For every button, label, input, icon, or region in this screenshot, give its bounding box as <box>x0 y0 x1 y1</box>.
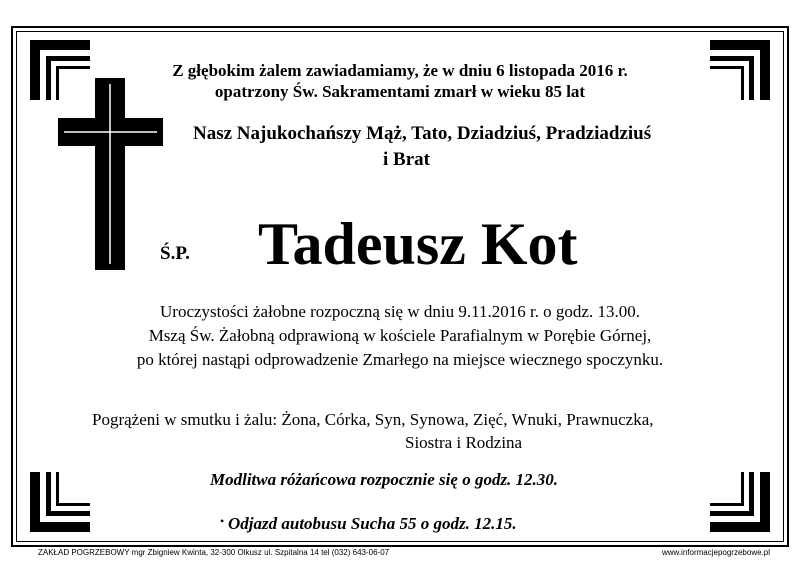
deceased-prefix: Ś.P. <box>160 243 190 264</box>
deceased-name: Tadeusz Kot <box>258 211 578 277</box>
ceremony-line-3: po której nastąpi odprowadzenie Zmarłego na miejsce wiecznego spoczynku. <box>136 350 664 369</box>
announcement-line-2: opatrzony Św. Sakramentami zmarł w wieku 85 lat <box>214 82 586 101</box>
mourners-line-1: Pogrążeni w smutku i żalu: Żona, Córka, Syn, Synowa, Zięć, Wnuki, Prawnuczka, <box>92 410 654 429</box>
announcement <box>0 60 800 102</box>
corner-ornament-bottom-left <box>30 472 90 532</box>
cross-icon <box>58 78 163 270</box>
ceremony-line-2: Mszą Św. Żałobną odprawioną w kościele Parafialnym w Porębie Górnej, <box>148 326 652 345</box>
mourners-line-2: Siostra i Rodzina <box>405 433 523 452</box>
rosary-note: Modlitwa różańcowa rozpocznie się o godz. 12.30. <box>210 470 559 489</box>
ceremony-info <box>0 300 800 372</box>
bus-note: Odjazd autobusu Sucha 55 o godz. 12.15. <box>228 514 517 533</box>
corner-ornament-bottom-right <box>710 472 770 532</box>
relation-line-2: i Brat <box>383 149 430 170</box>
ceremony-line-1: Uroczystości żałobne rozpoczną się w dniu 9.11.2016 r. o godz. 13.00. <box>160 302 640 321</box>
bus-marker: • <box>220 514 225 528</box>
funeral-home-info: ZAKŁAD POGRZEBOWY mgr Zbigniew Kwinta, 32-300 Olkusz ul. Szpitalna 14 tel (032) 643-06-07 <box>38 548 390 557</box>
relation-line-1: Nasz Najukochańszy Mąż, Tato, Dziadziuś, Pradziadziuś <box>193 123 652 144</box>
announcement-line-1: Z głębokim żalem zawiadamiamy, że w dniu 6 listopada 2016 r. <box>172 61 628 80</box>
website-link[interactable]: www.informacjepogrzebowe.pl <box>661 548 770 557</box>
